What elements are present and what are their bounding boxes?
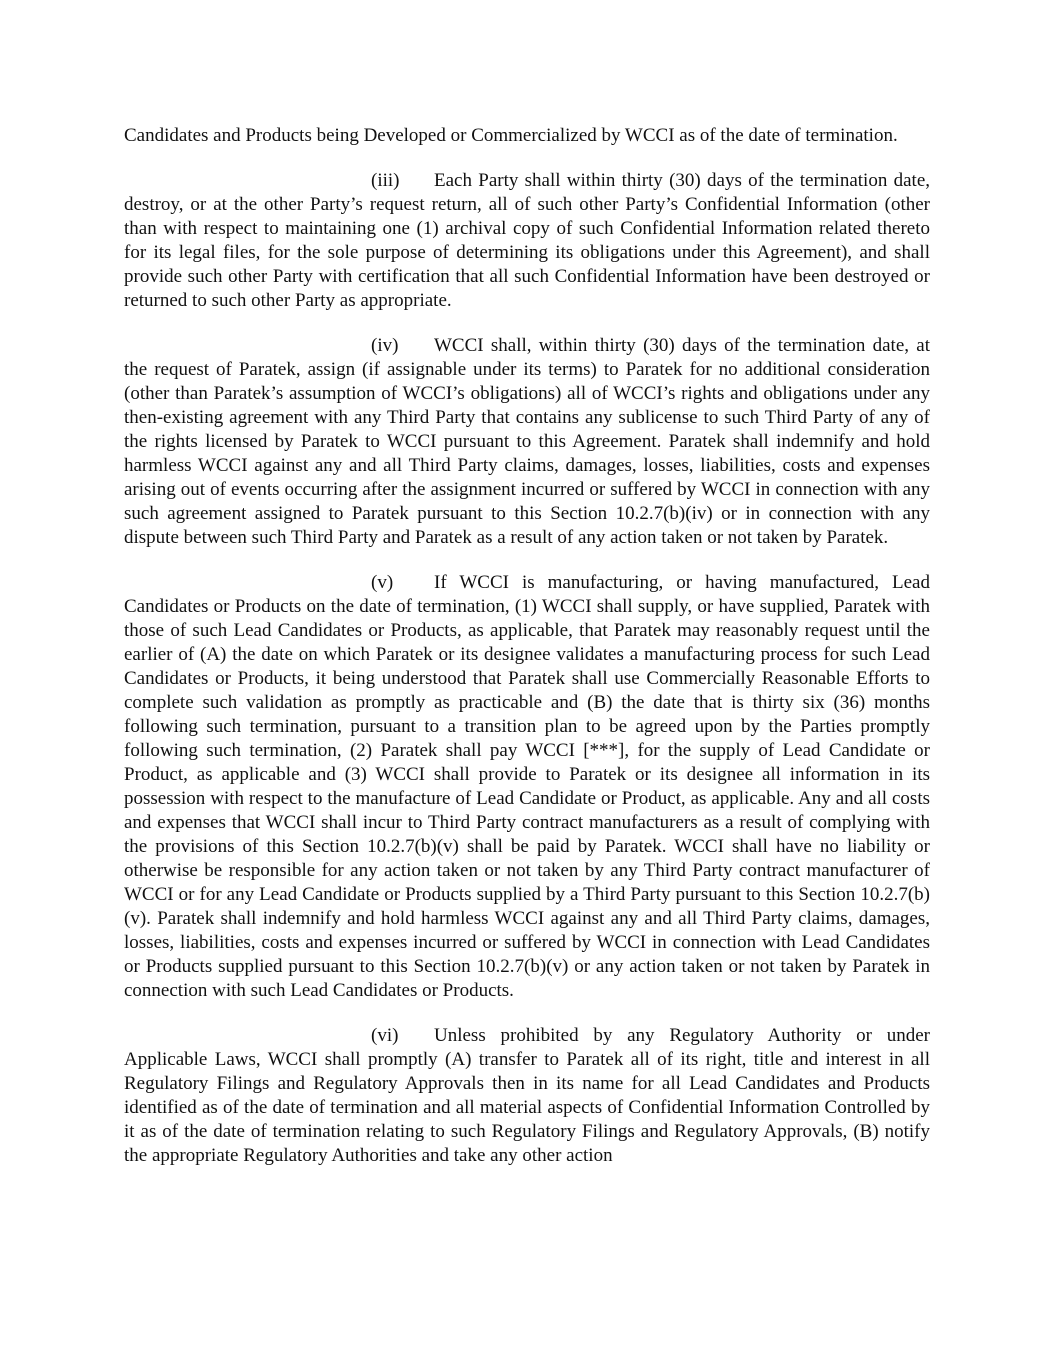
paragraph-iii <box>124 169 930 313</box>
paragraph-text: Unless prohibited by any Regulatory Authority or under Applicable Laws, WCCI shall promptly (A) transfer to Paratek all of its right, title and interest in all Regulatory Filings and Regulatory Approvals then in its name for all Lead Candidates and Products identified as of the date of termination and all material aspects of Confidential Information Controlled by it as of the date of termination relating to such Regulatory Filings and Regulatory Approvals, (B) notify the appropriate Regulatory Authorities and take any other action <box>124 1025 930 1166</box>
clause-number: (iv) <box>371 335 399 356</box>
paragraph-vi <box>124 1024 930 1168</box>
clause-number: (v) <box>371 572 394 593</box>
paragraph-v <box>124 571 930 1003</box>
document-page <box>124 124 930 1189</box>
paragraph-text: If WCCI is manufacturing, or having manufactured, Lead Candidates or Products on the date of termination, (1) WCCI shall supply, or have supplied, Paratek with those of such Lead Candidates or Products, as applicable, that Paratek may reasonably request until the earlier of (A) the date on which Paratek or its designee validates a manufacturing process for such Lead Candidates or Products, it being understood that Paratek shall use Commercially Reasonable Efforts to complete such validation as promptly as practicable and (B) the date that is thirty six (36) months following such termination, pursuant to a transition plan to be agreed upon by the Parties promptly following such termination, (2) Paratek shall pay WCCI [***], for the supply of Lead Candidate or Product, as applicable and (3) WCCI shall provide to Paratek or its designee all information in its possession with respect to the manufacture of Lead Candidate or Product, as applicable. Any and all costs and expenses that WCCI shall incur to Third Party contract manufacturers as a result of complying with the provisions of this Section 10.2.7(b)(v) shall be paid by Paratek. WCCI shall have no liability or otherwise be responsible for any action taken or not taken by any Third Party contract manufacturer of WCCI or for any Lead Candidate or Products supplied by a Third Party pursuant to this Section 10.2.7(b)(v). Paratek shall indemnify and hold harmless WCCI against any and all Third Party claims, damages, losses, liabilities, costs and expenses incurred or suffered by WCCI in connection with Lead Candidates or Products supplied pursuant to this Section 10.2.7(b)(v) or any action taken or not taken by Paratek in connection with such Lead Candidates or Products. <box>124 572 930 1001</box>
paragraph-text: WCCI shall, within thirty (30) days of the termination date, at the request of Paratek, assign (if assignable under its terms) to Paratek for no additional consideration (other than Paratek’s assumption of WCCI’s obligations) all of WCCI’s rights and obligations under any then-existing agreement with any Third Party that contains any sublicense to such Third Party of any of the rights licensed by Paratek to WCCI pursuant to this Agreement. Paratek shall indemnify and hold harmless WCCI against any and all Third Party claims, damages, losses, liabilities, costs and expenses arising out of events occurring after the assignment incurred or suffered by WCCI in connection with any such agreement assigned to Paratek pursuant to this Section 10.2.7(b)(iv) or in connection with any dispute between such Third Party and Paratek as a result of any action taken or not taken by Paratek. <box>124 335 930 548</box>
clause-number: (vi) <box>371 1025 399 1046</box>
clause-number: (iii) <box>371 170 400 191</box>
paragraph-text: Each Party shall within thirty (30) days of the termination date, destroy, or at the other Party’s request return, all of such other Party’s Confidential Information (other than with respect to maintaining one (1) archival copy of such Confidential Information related thereto for its legal files, for the sole purpose of determining its obligations under this Agreement), and shall provide such other Party with certification that all such Confidential Information have been destroyed or returned to such other Party as appropriate. <box>124 170 930 311</box>
paragraph-iv <box>124 334 930 550</box>
paragraph-text: Candidates and Products being Developed or Commercialized by WCCI as of the date of termination. <box>124 125 898 146</box>
paragraph-continuation <box>124 124 930 148</box>
